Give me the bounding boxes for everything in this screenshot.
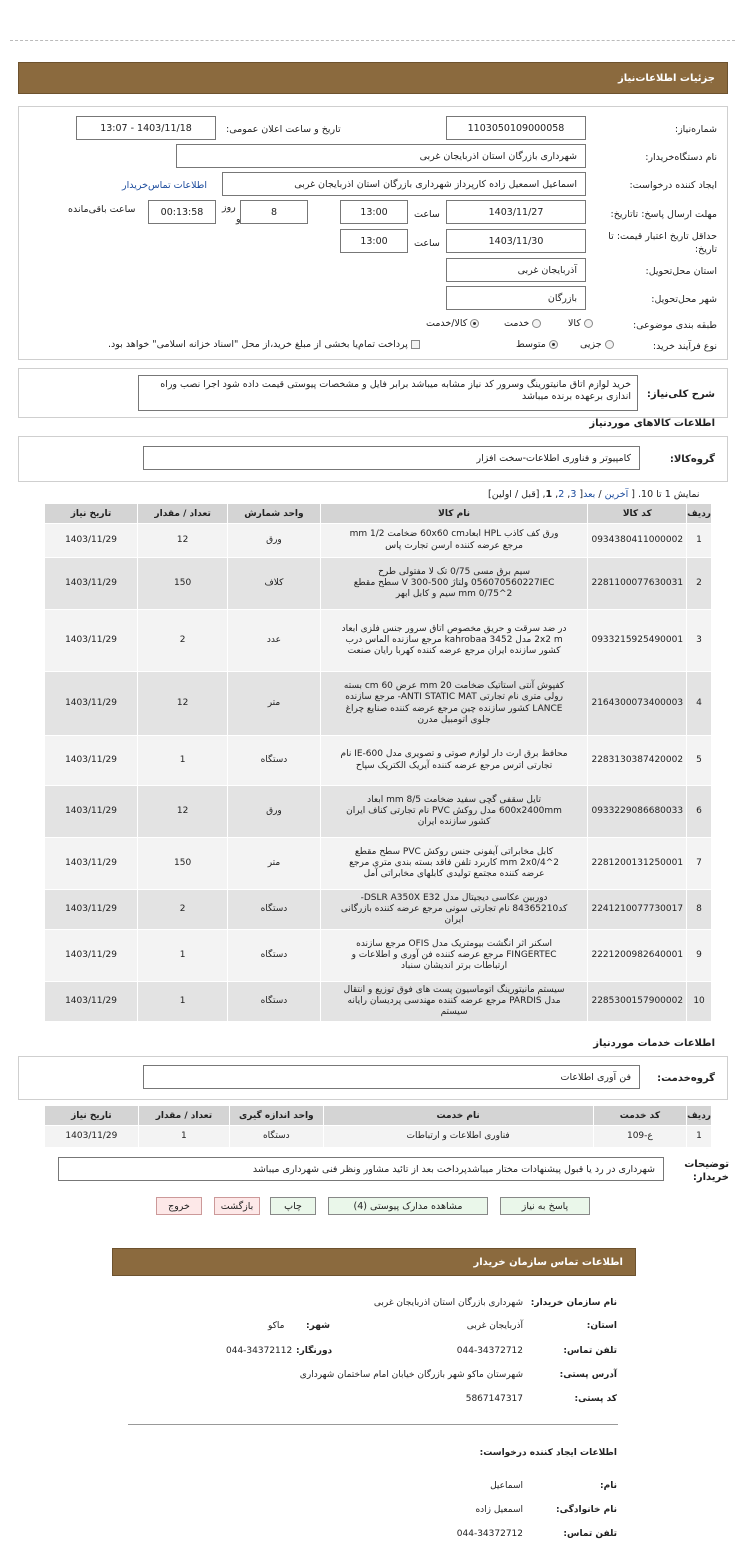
table-cell: 1 — [138, 736, 228, 786]
pager-page-2[interactable]: 2 — [558, 489, 565, 500]
table-row — [45, 610, 712, 672]
deadline-time-label: ساعت — [414, 209, 440, 220]
services-group-label: گروه‌خدمت: — [657, 1073, 715, 1084]
table-cell: 1403/11/29 — [45, 610, 138, 672]
table-cell: دستگاه — [228, 890, 320, 930]
table-cell: 1403/11/29 — [45, 736, 138, 786]
contact-address-label: آدرس پستی: — [559, 1370, 617, 1380]
table-cell: دستگاه — [228, 736, 320, 786]
table-row — [45, 1126, 712, 1148]
table-cell: 3 — [687, 610, 712, 672]
radio-icon — [605, 340, 614, 349]
contact-province: آذربایجان غربی — [466, 1321, 523, 1331]
payment-note: پرداخت تمام‌یا بخشی از مبلغ خرید،از محل "اسناد خزانه اسلامی" خواهد بود. — [108, 339, 420, 350]
table-row — [45, 558, 712, 610]
process-radio-medium[interactable]: متوسط — [516, 339, 558, 350]
contact-postal-label: کد پستی: — [574, 1394, 617, 1404]
creator-name: اسماعیل — [490, 1481, 523, 1491]
announce-field: 1403/11/18 - 13:07 — [76, 116, 216, 140]
table-cell: 1403/11/29 — [45, 890, 138, 930]
column-header: ردیف — [687, 1106, 712, 1126]
table-cell: دستگاه — [228, 930, 320, 982]
table-cell: 12 — [138, 672, 228, 736]
radio-icon — [532, 319, 541, 328]
process-label: نوع فرآیند خرید: — [652, 341, 717, 352]
need-no-field: 1103050109000058 — [446, 116, 586, 140]
contact-fax-label: دورنگار: — [296, 1346, 333, 1356]
notes-label: توضیحات خریدار: — [684, 1159, 729, 1183]
announce-label: تاریخ و ساعت اعلان عمومی: — [226, 124, 341, 135]
table-cell: 12 — [138, 786, 228, 838]
table-cell: دستگاه — [228, 982, 320, 1022]
column-header: تاریخ نیاز — [45, 1106, 139, 1126]
table-cell: 0933229086680033 — [588, 786, 687, 838]
notes-field: شهرداری در رد یا قبول پیشنهادات مختار میباشدپرداخت بعد از تائید مشاور ونظر فنی شهرداری میباشد — [58, 1157, 664, 1181]
need-no-label: شماره‌نیاز: — [674, 124, 717, 135]
validity-time-field: 13:00 — [340, 229, 408, 253]
contact-divider — [128, 1424, 618, 1425]
goods-table — [44, 503, 712, 1022]
table-row — [45, 672, 712, 736]
table-cell: 150 — [138, 558, 228, 610]
column-header: کد کالا — [588, 504, 687, 524]
contact-postal: 5867147317 — [465, 1394, 523, 1404]
creator-phone-label: تلفن تماس: — [563, 1529, 617, 1539]
column-header: تعداد / مقدار — [138, 504, 228, 524]
table-cell: تایل سقفی گچی سفید ضخامت 8/5 mm ابعاد 600x2400mm مدل روکش PVC نام تجارتی کناف ایران کشور سازنده ایران — [320, 786, 588, 838]
table-cell: کفپوش آنتی استاتیک ضخامت 20 mm عرض 60 cm بسته رولی متری نام تجارتی ANTI STATIC MAT- مرجع سازنده LANCE کشور سازنده چین مرجع عرضه کننده صنایع چراغ جلوی اتومبیل مدرن — [320, 672, 588, 736]
deadline-label: مهلت ارسال پاسخ: تاتاریخ: — [610, 209, 717, 220]
goods-group-label: گروه‌کالا: — [669, 454, 715, 465]
table-cell: 9 — [687, 930, 712, 982]
table-row — [45, 982, 712, 1022]
table-row — [45, 524, 712, 558]
table-cell: سیستم مانیتورینگ اتوماسیون پست های فوق توزیع و انتقال مدل PARDIS مرجع عرضه کننده مهندسی پردیسان رایانه سیستم — [320, 982, 588, 1022]
table-cell: عدد — [228, 610, 320, 672]
creator-label: ایجاد کننده درخواست: — [629, 180, 717, 191]
services-group-field: فن آوری اطلاعات — [143, 1065, 640, 1089]
deadline-date-field: 1403/11/27 — [446, 200, 586, 224]
creator-family-label: نام خانوادگی: — [555, 1505, 617, 1515]
table-cell: 2 — [687, 558, 712, 610]
table-cell: 1 — [138, 982, 228, 1022]
column-header: نام خدمت — [323, 1106, 593, 1126]
table-cell: 1 — [138, 1126, 229, 1148]
table-cell: 1403/11/29 — [45, 930, 138, 982]
pager-next-link[interactable]: بعد — [583, 489, 596, 500]
column-header: واحد شمارش — [228, 504, 320, 524]
table-cell: کلاف — [228, 558, 320, 610]
contact-province-label: استان: — [586, 1321, 617, 1331]
table-cell: 1403/11/29 — [45, 786, 138, 838]
table-cell: 150 — [138, 838, 228, 890]
days-label: روز — [222, 202, 236, 213]
print-button[interactable]: چاپ — [270, 1197, 316, 1215]
table-row — [45, 786, 712, 838]
column-header: تعداد / مقدار — [138, 1106, 229, 1126]
creator-phone: 044-34372712 — [456, 1529, 523, 1539]
radio-selected-icon — [470, 319, 479, 328]
pager-page-1: 1 — [545, 489, 553, 500]
table-cell: سیم برق مسی 0/75 تک لا مفتولی طرح 056070560227IEC ولتاژ 500-300 V سطح مقطع 2^mm 0/75 سیم و کابل ابهر — [320, 558, 588, 610]
reply-button[interactable]: پاسخ به نیاز — [500, 1197, 590, 1215]
contact-city: ماکو — [268, 1321, 285, 1331]
province-label: استان محل‌تحویل: — [645, 266, 717, 277]
pager: نمایش 1 تا 10. [ آخرین / بعد[ 3, 2, 1, [قبل / اولین] — [488, 489, 700, 500]
table-cell: 1 — [687, 1126, 712, 1148]
creator-info-title: اطلاعات ایجاد کننده درخواست: — [479, 1448, 617, 1458]
contact-city-label: شهر: — [306, 1321, 330, 1331]
table-cell: 1403/11/29 — [45, 982, 138, 1022]
table-cell: 8 — [687, 890, 712, 930]
radio-selected-icon — [549, 340, 558, 349]
table-cell: ورق — [228, 524, 320, 558]
table-cell: متر — [228, 672, 320, 736]
table-cell: کابل مخابراتی آیفونی جنس روکش PVC سطح مقطع 2^mm 2x0/4 کاربرد تلفن فاقد بسته بندی متری مرجع عرضه کننده مجتمع تولیدی کابلهای مخابراتی آمل — [320, 838, 588, 890]
and-label: و — [236, 214, 241, 225]
table-cell: فناوری اطلاعات و ارتباطات — [323, 1126, 593, 1148]
remaining-field: 00:13:58 — [148, 200, 216, 224]
table-cell: 2 — [138, 610, 228, 672]
column-header: ردیف — [687, 504, 712, 524]
page-title-bar — [18, 62, 728, 94]
days-field: 8 — [240, 200, 308, 224]
category-radio-both[interactable]: کالا/خدمت — [426, 318, 479, 329]
column-header: نام کالا — [320, 504, 588, 524]
services-table — [44, 1105, 712, 1148]
contact-org-label: نام سازمان خریدار: — [530, 1298, 617, 1308]
back-button[interactable]: بازگشت — [214, 1197, 260, 1215]
contact-phone-label: تلفن تماس: — [563, 1346, 617, 1356]
goods-table-header — [45, 504, 712, 524]
table-cell: متر — [228, 838, 320, 890]
attachments-button[interactable]: مشاهده مدارک پیوستی (4) — [328, 1197, 488, 1215]
goods-group-field: کامپیوتر و فناوری اطلاعات-سخت افزار — [143, 446, 640, 470]
table-cell: 1403/11/29 — [45, 1126, 139, 1148]
contact-title-bar — [112, 1248, 636, 1276]
summary-field — [138, 375, 638, 411]
pager-last-link[interactable]: آخرین — [604, 489, 629, 500]
table-row — [45, 838, 712, 890]
table-cell: ع-109 — [593, 1126, 686, 1148]
contact-fax: 044-34372112 — [226, 1346, 293, 1356]
contact-title: اطلاعات تماس سازمان خریدار — [473, 1256, 623, 1268]
table-cell: 2 — [138, 890, 228, 930]
table-cell: 2281100077630031 — [588, 558, 687, 610]
column-header: کد خدمت — [593, 1106, 686, 1126]
table-cell: 1403/11/29 — [45, 672, 138, 736]
table-cell: 2281200131250001 — [588, 838, 687, 890]
category-radio-service[interactable]: خدمت — [504, 318, 541, 329]
table-cell: 2285300157900002 — [588, 982, 687, 1022]
creator-family: اسمعیل زاده — [475, 1505, 523, 1515]
validity-time-label: ساعت — [414, 238, 440, 249]
table-cell: در ضد سرقت و حریق مخصوص اتاق سرور جنس فلزی ابعاد 2x2 m مدل 3452 kahrobaa مرجع سازنده الماس درب کشور سازنده ایران مرجع عرضه کننده کهربا رایان صنعت — [320, 610, 588, 672]
table-cell: 0933215925490001 — [588, 610, 687, 672]
services-section-title: اطلاعات خدمات موردنیاز — [593, 1038, 715, 1049]
contact-address: شهرستان ماکو شهر بازرگان خیابان امام ساختمان شهرداری — [299, 1370, 523, 1380]
category-label: طبقه بندی موضوعی: — [632, 320, 717, 331]
checkbox-icon[interactable] — [411, 340, 420, 349]
table-cell: دوربین عکاسی دیجیتال مدل DSLR A350X E32- کد84365210 نام تجارتی سونی مرجع عرضه کننده بازرگانی ایران — [320, 890, 588, 930]
summary-text: خرید لوازم اتاق مانیتورینگ وسرور کد نیاز مشابه میباشد برابر فایل و مشخصات پیوستی قیمت داده شود اجرا نصب وراه اندازی برعهده برنده میباشد — [160, 379, 631, 403]
table-cell: 1403/11/29 — [45, 558, 138, 610]
process-radio-minor[interactable]: جزیی — [580, 339, 614, 350]
buyer-label: نام دستگاه‌خریدار: — [645, 152, 717, 163]
table-cell: اسکنر اثر انگشت بیومتریک مدل OFIS مرجع سازنده FINGERTEC مرجع عرضه کننده فن آوری و اطلاعات و ارتباطات برتر اندیشان سنباد — [320, 930, 588, 982]
table-cell: 10 — [687, 982, 712, 1022]
creator-field: اسماعیل اسمعیل زاده کارپرداز شهرداری بازرگان استان اذربایجان غربی — [222, 172, 586, 196]
column-header: تاریخ نیاز — [45, 504, 138, 524]
table-cell: دستگاه — [230, 1126, 323, 1148]
table-cell: 1403/11/29 — [45, 524, 138, 558]
exit-button[interactable]: خروج — [156, 1197, 202, 1215]
table-cell: 5 — [687, 736, 712, 786]
table-cell: محافظ برق ارت دار لوازم صوتی و تصویری مدل IE-600 نام تجارتی اترس مرجع عرضه کننده آیریک الکتریک سپاح — [320, 736, 588, 786]
category-radio-goods[interactable]: کالا — [568, 318, 593, 329]
table-cell: 4 — [687, 672, 712, 736]
table-cell: ورق — [228, 786, 320, 838]
table-cell: 7 — [687, 838, 712, 890]
goods-section-title: اطلاعات کالاهای موردنیاز — [589, 418, 715, 429]
table-cell: 2283130387420002 — [588, 736, 687, 786]
table-cell: ورق کف کاذب HPL ابعاد60x60 cm ضخامت 1/2 mm مرجع عرضه کننده ارسن تجارت پاس — [320, 524, 588, 558]
pager-page-3[interactable]: 3 — [570, 489, 577, 500]
table-cell: 0934380411000002 — [588, 524, 687, 558]
creator-name-label: نام: — [600, 1481, 617, 1491]
table-cell: 2221200982640001 — [588, 930, 687, 982]
city-label: شهر محل‌تحویل: — [651, 294, 717, 305]
table-cell: 1403/11/29 — [45, 838, 138, 890]
contact-org: شهرداری بازرگان استان اذربایجان غربی — [373, 1298, 523, 1308]
table-cell: 6 — [687, 786, 712, 838]
column-header: واحد اندازه گیری — [230, 1106, 323, 1126]
province-field: آذربایجان غربی — [446, 258, 586, 282]
page-title: جزئیات اطلاعات‌نیاز — [618, 72, 715, 84]
validity-label: حداقل تاریخ اعتبار قیمت: تا تاریخ: — [608, 231, 717, 255]
city-field: بازرگان — [446, 286, 586, 310]
buyer-contact-link[interactable]: اطلاعات تماس‌خریدار — [122, 180, 207, 191]
deadline-time-field: 13:00 — [340, 200, 408, 224]
services-table-header — [45, 1106, 712, 1126]
table-row — [45, 930, 712, 982]
summary-label: شرح کلی‌نیاز: — [646, 389, 715, 400]
buyer-field: شهرداری بازرگان استان اذربایجان غربی — [176, 144, 586, 168]
table-cell: 12 — [138, 524, 228, 558]
table-cell: 1 — [687, 524, 712, 558]
table-cell: 2164300073400003 — [588, 672, 687, 736]
table-row — [45, 736, 712, 786]
validity-date-field: 1403/11/30 — [446, 229, 586, 253]
contact-phone: 044-34372712 — [456, 1346, 523, 1356]
radio-icon — [584, 319, 593, 328]
table-row — [45, 890, 712, 930]
remaining-label: ساعت باقی‌مانده — [68, 204, 136, 215]
table-cell: 1 — [138, 930, 228, 982]
table-cell: 2241210077730017 — [588, 890, 687, 930]
